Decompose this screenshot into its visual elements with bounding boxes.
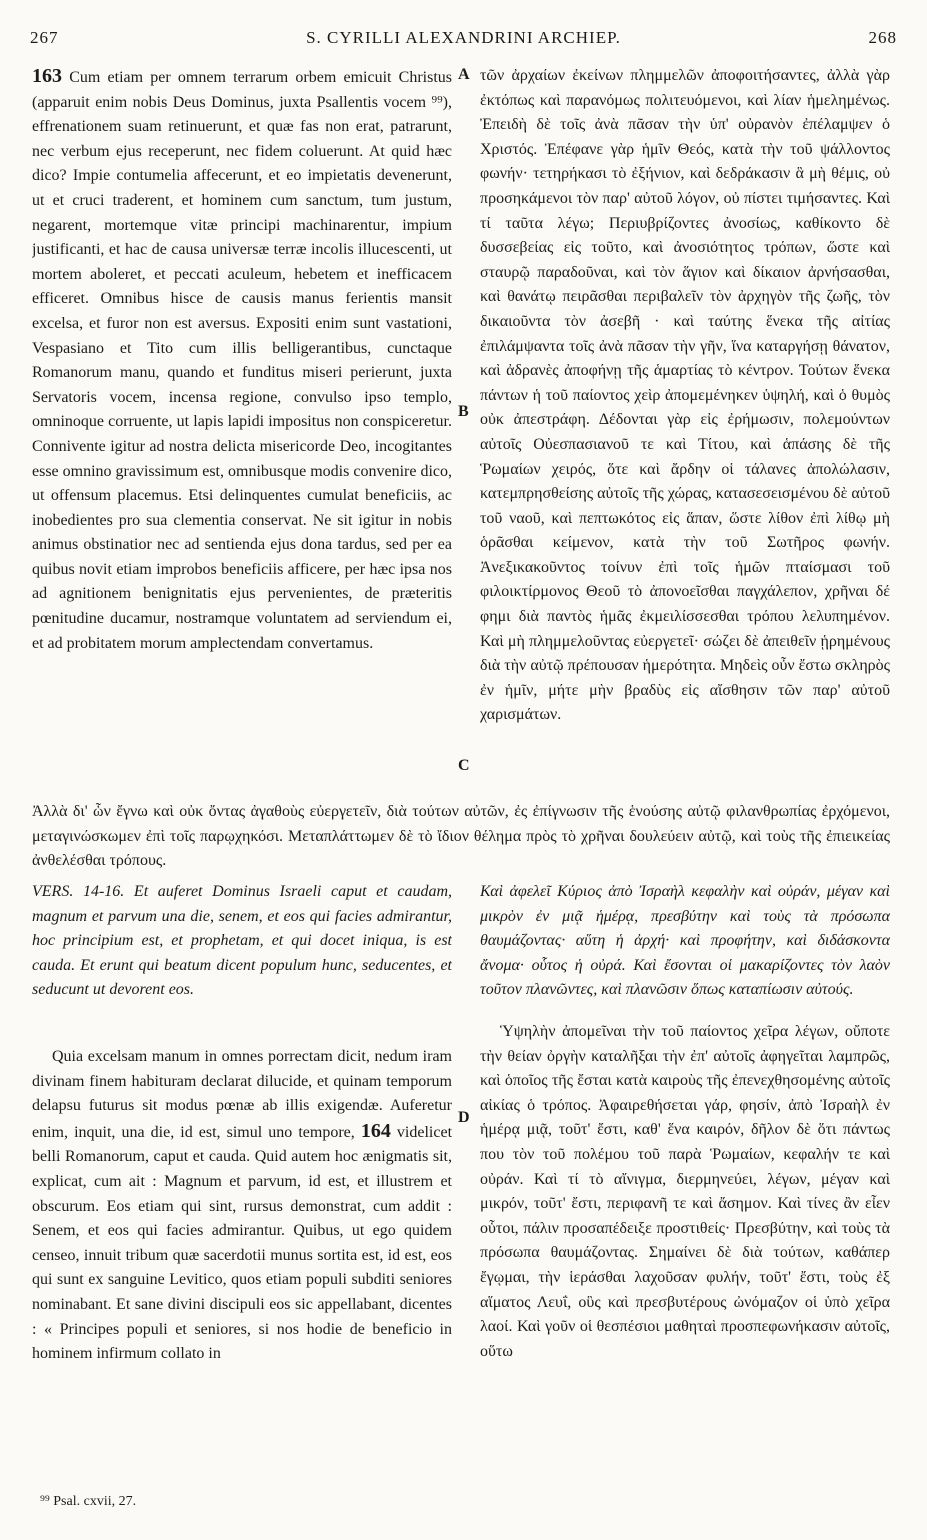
section-number-164: 164 (360, 1119, 391, 1142)
greek-verse (480, 880, 890, 1028)
latin-verse-text: VERS. 14-16. Et auferet Dominus Israeli caput et caudam, magnum et parvum una die, senem, et eos qui facies admirantur, hoc principium est, et prophetam, et qui docet iniqua, is est cauda. Et erunt qui beatum dicent populum hunc, seducentes, et seducunt ut devorent eos. (32, 883, 452, 999)
page-number-left: 267 (30, 28, 59, 47)
greek-text-1: τῶν ἀρχαίων ἐκείνων πλημμελῶν ἀποφοιτήσαντες, ἀλλὰ γὰρ ἐκτόπως καὶ παρανόμως πολιτευόμενοι, καὶ λίαν ἡμελημένως. Ἐπειδὴ δὲ τοῖς ἀνὰ πᾶσαν τὴν ὑπ' οὐρανὸν ἐπέλαμψεν ὁ Χριστός. Ἐπέφανε γὰρ ἡμῖν Θεός, κατὰ τὴν τοῦ ψάλλοντος φωνήν· τετηρήκασι τὸ ἐξήνιον, καὶ δεδράκασιν ἃ μὴ θέμις, οὐ προσηκάμενοι τὸν παρ' αὐτοῦ λόγον, οὐ πίστει τιμήσαντες. Καὶ τί ταῦτα λέγω; Περιυβρίζοντες ἀνοσίως, καθίκοντο δὲ δυσσεβείας εἰς τοῦτο, καὶ ἀνοσιότητος τρόπων, ὥστε καὶ σταυρῷ παραδοῦναι, καὶ τὸν ἅγιον καὶ δίκαιον ἀρνήσασθαι, καὶ θανάτῳ πειρᾶσθαι περιβαλεῖν τὸν ἀρχηγὸν τῆς ζωῆς, τὸν δικαιοῦντα τὸν ἀσεβῆ · καὶ ταύτης ἕνεκα τῆς αἰτίας ἐπιλάμψαντα τοῖς ἀνὰ πᾶσαν τὴν γῆν, ἵνα καταργήσῃ θάνατον, καὶ ἀδρανὲς ἀποφήνῃ τῆς ἁμαρτίας τὸ κέντρον. Τούτων ἕνεκα πάντων ἡ τοῦ παίοντος χεὶρ ἀπομεμένηκεν ὑψηλή, καὶ ὁ θυμὸς οὐκ ἀπεστράφη. Δέδονται γὰρ εἰς ἐρήμωσιν, πολεμούντων αὐτοῖς Οὐεσπασιανοῦ τε καὶ Τίτου, καὶ ἁπάσης δὲ τῆς Ῥωμαίων χειρός, ὅτε καὶ ἄρδην οἱ τάλανες ἀπολώλασιν, κατεμπρησθείσης αὐτοῖς τῆς χώρας, κατασεσεισμένου δὲ αὐτοῦ τοῦ ναοῦ, καὶ πεπτωκότος εἰς ἅπαν, ὥστε λίθον ἐπὶ λίθῳ μὴ ὁρᾶσθαι κείμενον, κατὰ τὴν τοῦ Σωτῆρος φωνήν. Ἀνεξικακοῦντος τοίνυν ἐπὶ τοῖς ἡμῶν πταίσμασι τοῦ φιλοικτίρμονος Θεοῦ τὸ ἀπονοεῖσθαι παγχάλεπον, χρῆναι δέ φημι διὰ παντὸς ἡμᾶς ἐκμειλίσσεσθαι τρόπου λελυπημένον. Καὶ μὴ πλημμελοῦντας εὐεργετεῖ· σώζει δὲ ἀπειθεῖν ᾑρημένους διὰ τὴν αὐτῷ πρέπουσαν ἡμερότητα. Μηδεὶς οὖν ἔστω σκληρὸς ἐν ἡμῖν, μήτε μὴν βραδὺς εἰς αἴσθησιν τῶν παρ' αὐτοῦ χαρισμάτων. (480, 67, 890, 724)
section-number-163: 163 (32, 65, 62, 87)
greek-full-width (32, 800, 890, 878)
greek-paragraph-2 (480, 1020, 890, 1475)
latin-text-2b: videlicet belli Romanorum, caput et cauda. Quid autem hoc ænigmatis sit, explicat, cum ait : Magnum et parvum, id est, et illustrem et obscurum. Eos etiam qui sint, rursus demonstrat, cum addit : Senem, et eos qui facies admirantur. Quibus, ut ego quidem censeo, innuit tribum quæ sacerdotii munus sortita est, id est, eos qui sunt ex sanguine Levitico, quos etiam populi subditi seniores nominabant. Et sane divini discipuli eos sic appellabant, dicentes : « Principes populi et seniores, si nos hodie de beneficio in hominem infirmum collato in (32, 1123, 452, 1363)
latin-paragraph-1 (32, 64, 452, 799)
margin-letter-d: D (458, 1109, 470, 1126)
footnote: ⁹⁹ Psal. cxvii, 27. (40, 1494, 137, 1509)
greek-text-2: Ὑψηλὴν ἀπομεῖναι τὴν τοῦ παίοντος χεῖρα λέγων, οὔποτε τὴν θείαν ὀργὴν καταλῆξαι τὴν ἐπ' αὐτοῖς ἀφηγεῖται λαμπρῶς, καὶ ὁποῖος τῆς ἔσται κατὰ καιροὺς τῆς ἐπενεχθησομένης αὐτοῖς αἰκίας ὁ τρόπος. Ἀφαιρεθήσεται γάρ, φησίν, ἀπὸ Ἰσραὴλ ἐν ἡμέρᾳ μιᾷ, τοῦτ' ἔστι, καθ' ἕνα καιρόν, δῆλον δὲ ὅτι πάντως που τὸν τοῦ πολέμου τοῦ παρὰ Ῥωμαίων, κεφαλήν τε καὶ οὐράν. Καὶ τί τὸ αἴνιγμα, διερμηνεύει, λέγων, μέγαν καὶ μικρόν, τοῦτ' ἔστι, περιφανῆ τε καὶ ἄσημον. Καὶ τίνες ἂν εἶεν οὗτοι, πάλιν προσαπέδειξε προστιθείς· Πρεσβύτην, καὶ τοὺς τὰ πρόσωπα θαυμάζοντας. Σημαίνει δὲ διὰ τούτων, καθάπερ ἔγῳμαι, τὴν ἱεράσθαι λαχοῦσαν φυλήν, τοῦτ' ἔστι, τοὺς ἐξ αἵματος Λευΐ, οὓς καὶ πρεσβυτέρους ὠνόμαζον οἱ ὑπὸ χεῖρα λαοί. Καὶ γοῦν οἱ θεσπέσιοι μαθηταὶ προσπεφωνήκασιν αὐτοῖς, οὕτω (480, 1023, 890, 1360)
page-number-right: 268 (868, 28, 897, 47)
latin-verse (32, 880, 452, 1028)
greek-paragraph-1 (480, 64, 890, 799)
latin-text-2a: Quia excelsam manum in omnes porrectam dicit, nedum iram divinam finem habituram declarat dilucide, et quinam temporum delapsu futurus sit modus pœnæ ab illis exigendæ. Auferetur enim, inquit, una die, id est, simul uno tempore, (32, 1048, 452, 1141)
latin-text-1: Cum etiam per omnem terrarum orbem emicuit Christus (apparuit enim nobis Deus Dominus, juxta Psallentis vocem ⁹⁹), effrenationem suam retinuerunt, et quæ fas non erat, patrarunt, nec verbum ejus receperunt, nec fidem coluerunt. At quid hæc dico? Impie contumelia affecerunt, et eo impietatis devenerunt, ut et cruci traderent, et hominem cum sanctum, tum justum, negarent, mortemque vitæ principi machinarentur, impium justificanti, et hac de causa universæ terræ incolis illucescenti, ut mortem aboleret, et peccati aculeum, hebetem et inefficacem efficeret. Omnibus hisce de causis manus ferientis mansit excelsa, et furor non est aversus. Expositi enim sunt vastationi, Vespasiano et Tito cum illis belligerantibus, cunctaque Romanorum manu, quando et funditus miseri perierunt, juxta Servatoris vocem, incensa regione, convulso ipso templo, omninoque corruente, ut lapis lapidi impositus non conspiceretur. Connivente igitur ad nostra delicta misericorde Deo, incogitantes esse omnino gravissimum est, omnibusque modis convenire dico, ut offensum placemus. Etsi delinquentes cumulat beneficiis, ac inobedientes pro sua clementia conservat. Ne sit igitur in nobis animus obstinatior nec ad sentienda ejus dona tardus, sed per ea quibus novit etiam improbos beneficiis afficere, per hæc ipsa nos ad agnitionem benignitatis ejus pervenientes, de præteritis pœnitudine ducamur, nostramque voluntatem ad serviendum ei, et ad probitatem morum amplectendam convertamus. (32, 69, 452, 652)
margin-letter-a: A (458, 66, 470, 83)
margin-letter-c: C (458, 757, 470, 774)
greek-text-full: Ἀλλὰ δι' ὧν ἔγνω καὶ οὐκ ὄντας ἀγαθοὺς εὐεργετεῖν, διὰ τούτων αὐτῶν, ἐς ἐπίγνωσιν τῆς ἑνούσης αὐτῷ φιλανθρωπίας ἐρχόμενοι, μεταγινώσκωμεν ἐπὶ τοῖς παρῳχηκόσι. Μεταπλάττωμεν δὲ τὸ ἴδιον θέλημα πρὸς τὸ χρῆναι δουλεύειν αὐτῷ, καὶ τοὺς τῆς ἐπιεικείας ἀνθελέσθαι τρόπους. (32, 803, 890, 870)
latin-paragraph-2 (32, 1045, 452, 1475)
running-header (30, 28, 897, 54)
greek-verse-text: Καὶ ἀφελεῖ Κύριος ἀπὸ Ἰσραὴλ κεφαλὴν καὶ οὐράν, μέγαν καὶ μικρὸν ἐν μιᾷ ἡμέρᾳ, πρεσβύτην καὶ τοὺς τὰ πρόσωπα θαυμάζοντας· αὕτη ἡ ἀρχή· καὶ προφήτην, καὶ διδάσκοντα ἄνομα· οὗτος ἡ οὐρά. Καὶ ἔσονται οἱ μακαρίζοντες τὸν λαὸν τοῦτον πλανῶντες, καὶ πλανῶσιν ὅπως καταπίωσιν αὐτούς. (480, 883, 890, 999)
running-title: S. CYRILLI ALEXANDRINI ARCHIEP. (306, 28, 621, 47)
margin-letter-b: B (458, 403, 469, 420)
